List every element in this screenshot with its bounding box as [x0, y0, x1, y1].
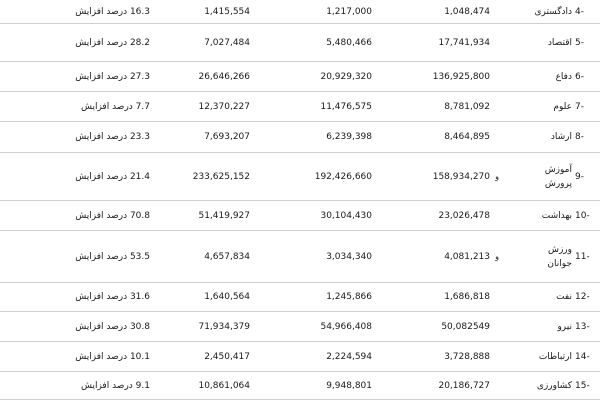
value-col-3: 71,934,379 — [198, 321, 250, 332]
table-row — [0, 122, 600, 153]
change-percent-text: 27.3 درصد افزایش — [75, 71, 150, 82]
change-percent-text: 9.1 درصد افزایش — [80, 380, 150, 391]
sector-name: ارشاد — [550, 132, 572, 142]
value-col-2: 11,476,575 — [320, 101, 372, 112]
value-col-3: 12,370,227 — [198, 101, 250, 112]
value-col-1: 8,781,092 — [444, 101, 490, 112]
sector-name: بهداشت — [541, 210, 572, 221]
change-percent — [0, 231, 150, 282]
sector-conjunction: و — [495, 252, 499, 261]
value-col-2: 30,104,430 — [320, 210, 372, 221]
change-percent — [0, 201, 150, 230]
change-percent — [0, 122, 150, 152]
sector-name: علوم — [553, 101, 572, 112]
value-col-3: 4,657,834 — [204, 251, 250, 262]
row-number: 6- — [575, 71, 584, 82]
value-col-1: 50,082549 — [441, 321, 490, 332]
row-number: 14- — [575, 351, 590, 362]
row-number: 8- — [575, 132, 584, 142]
row-number: 12- — [575, 292, 590, 302]
change-percent-text: 28.2 درصد افزایش — [75, 37, 150, 48]
change-percent-text: 7.7 درصد افزایش — [80, 101, 150, 112]
value-col-3: 1,415,554 — [204, 6, 250, 17]
change-percent-text: 21.4 درصد افزایش — [75, 171, 150, 182]
value-col-3: 2,450,417 — [204, 351, 250, 362]
sector-name: ارتباطات — [538, 351, 572, 362]
change-percent — [0, 342, 150, 371]
value-col-3: 233,625,152 — [192, 171, 250, 182]
value-col-2: 20,929,320 — [320, 71, 372, 82]
table-row — [0, 24, 600, 62]
change-percent — [0, 62, 150, 91]
table-row — [0, 153, 600, 201]
table-row — [0, 201, 600, 231]
value-col-3: 10,861,064 — [198, 380, 250, 391]
value-col-2: 192,426,660 — [314, 171, 372, 182]
value-col-3: 1,640,564 — [204, 292, 250, 302]
value-col-1: 20,186,727 — [438, 380, 490, 391]
sector-name: اقتصاد — [547, 37, 572, 48]
sector-name: نفت — [556, 292, 572, 302]
change-percent — [0, 312, 150, 341]
value-col-2: 2,224,594 — [326, 351, 372, 362]
value-col-2: 1,217,000 — [326, 6, 372, 17]
value-col-3: 26,646,266 — [198, 71, 250, 82]
sector-name: نیرو — [557, 321, 572, 332]
sector-name-line1: ورزش — [547, 244, 572, 255]
table-row — [0, 0, 600, 24]
sector-name: دفاع — [555, 71, 572, 82]
value-col-3: 51,419,927 — [198, 210, 250, 221]
value-col-1: 1,686,818 — [444, 292, 490, 302]
table-row — [0, 92, 600, 122]
row-number: 9- — [575, 171, 584, 182]
table-row — [0, 62, 600, 92]
change-percent-text: 23.3 درصد افزایش — [75, 132, 150, 142]
value-col-2: 1,245,866 — [326, 292, 372, 302]
sector-name: دادگستری — [534, 6, 572, 17]
value-col-2: 54,966,408 — [320, 321, 372, 332]
sector-name-line2: جوانان — [547, 258, 572, 269]
sector-name: کشاورزی — [536, 380, 572, 391]
value-col-2: 5,480,466 — [326, 37, 372, 48]
change-percent-text: 53.5 درصد افزایش — [75, 251, 150, 262]
change-percent-text: 70.8 درصد افزایش — [75, 210, 150, 221]
row-number: 5- — [575, 37, 584, 48]
change-percent — [0, 153, 150, 200]
row-number: 13- — [575, 321, 590, 332]
value-col-2: 3,034,340 — [326, 251, 372, 262]
sector-name — [506, 231, 572, 282]
row-number: 11- — [575, 251, 590, 262]
change-percent — [0, 0, 150, 23]
change-percent-text: 10.1 درصد افزایش — [75, 351, 150, 362]
value-col-1: 1,048,474 — [444, 6, 490, 17]
table-row — [0, 283, 600, 312]
sector-name-line1: آموزش — [544, 164, 572, 175]
table-row — [0, 231, 600, 283]
value-col-1: 136,925,800 — [432, 71, 490, 82]
change-percent-text: 30.8 درصد افزایش — [75, 321, 150, 332]
table-row — [0, 372, 600, 400]
value-col-1: 8,464,895 — [444, 132, 490, 142]
value-col-3: 7,027,484 — [204, 37, 250, 48]
sector-name — [506, 153, 572, 200]
value-col-1: 3,728,888 — [444, 351, 490, 362]
change-percent-text: 31.6 درصد افزایش — [75, 292, 150, 302]
change-percent — [0, 283, 150, 311]
value-col-1: 158,934,270 — [432, 171, 490, 182]
value-col-3: 7,693,207 — [204, 132, 250, 142]
row-number: 4- — [575, 6, 584, 17]
change-percent — [0, 92, 150, 121]
value-col-2: 6,239,398 — [326, 132, 372, 142]
value-col-1: 17,741,934 — [438, 37, 490, 48]
value-col-1: 4,081,213 — [444, 251, 490, 262]
change-percent — [0, 24, 150, 61]
value-col-2: 9,948,801 — [326, 380, 372, 391]
sector-conjunction: و — [495, 172, 499, 181]
row-number: 15- — [575, 380, 590, 391]
table-row — [0, 342, 600, 372]
value-col-1: 23,026,478 — [438, 210, 490, 221]
table-row — [0, 312, 600, 342]
change-percent — [0, 372, 150, 399]
row-number: 7- — [575, 101, 584, 112]
change-percent-text: 16.3 درصد افزایش — [75, 6, 150, 17]
sector-name-line2: پرورش — [544, 178, 572, 189]
row-number: 10- — [575, 210, 590, 221]
